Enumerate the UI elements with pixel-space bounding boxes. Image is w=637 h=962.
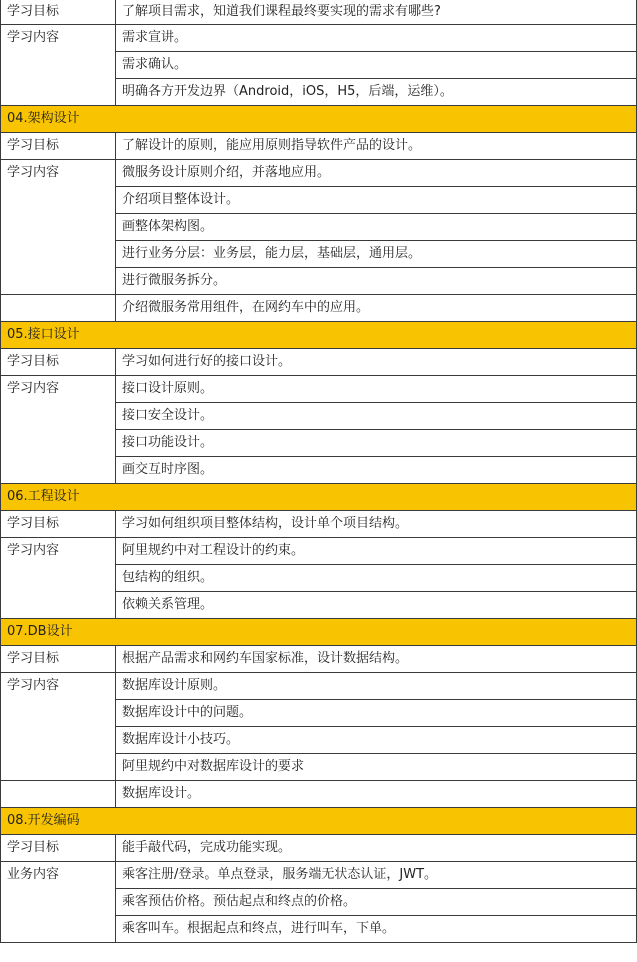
row-content: 数据库设计。 [116, 781, 637, 808]
row-content: 数据库设计中的问题。 [116, 700, 637, 727]
section-header [1, 106, 637, 133]
section-title: 05.接口设计 [1, 322, 637, 349]
row-content: 学习如何进行好的接口设计。 [116, 349, 637, 376]
row-content: 明确各方开发边界（Android，iOS，H5，后端，运维）。 [116, 79, 637, 106]
row-content: 接口功能设计。 [116, 430, 637, 457]
row-content: 画交互时序图。 [116, 457, 637, 484]
table-row [1, 295, 637, 322]
row-content: 乘客预估价格。预估起点和终点的价格。 [116, 889, 637, 916]
row-label: 学习目标 [1, 646, 116, 673]
row-label [1, 295, 116, 322]
row-content: 介绍微服务常用组件，在网约车中的应用。 [116, 295, 637, 322]
row-content: 需求宣讲。 [116, 25, 637, 52]
section-title: 07.DB设计 [1, 619, 637, 646]
row-content: 依赖关系管理。 [116, 592, 637, 619]
row-content: 阿里规约中对工程设计的约束。 [116, 538, 637, 565]
section-header [1, 808, 637, 835]
row-content: 数据库设计原则。 [116, 673, 637, 700]
row-content: 介绍项目整体设计。 [116, 187, 637, 214]
section-header [1, 322, 637, 349]
row-label: 学习目标 [1, 0, 116, 25]
table-row [1, 25, 637, 52]
row-content: 数据库设计小技巧。 [116, 727, 637, 754]
row-content: 学习如何组织项目整体结构，设计单个项目结构。 [116, 511, 637, 538]
row-content: 包结构的组织。 [116, 565, 637, 592]
row-label: 学习内容 [1, 160, 116, 295]
row-label [1, 781, 116, 808]
table-row [1, 0, 637, 25]
table-row [1, 862, 637, 889]
row-label: 学习内容 [1, 538, 116, 619]
row-label: 学习内容 [1, 376, 116, 484]
row-content: 需求确认。 [116, 52, 637, 79]
row-label: 学习目标 [1, 133, 116, 160]
row-content: 接口设计原则。 [116, 376, 637, 403]
section-title: 08.开发编码 [1, 808, 637, 835]
row-content: 乘客注册/登录。单点登录，服务端无状态认证，JWT。 [116, 862, 637, 889]
table-row [1, 538, 637, 565]
row-label: 学习内容 [1, 25, 116, 106]
table-row [1, 781, 637, 808]
table-row [1, 349, 637, 376]
table-row [1, 511, 637, 538]
row-content: 能手敲代码，完成功能实现。 [116, 835, 637, 862]
table-row [1, 673, 637, 700]
row-content: 根据产品需求和网约车国家标准，设计数据结构。 [116, 646, 637, 673]
curriculum-table-body [1, 0, 637, 943]
row-content: 了解项目需求，知道我们课程最终要实现的需求有哪些? [116, 0, 637, 25]
row-content: 了解设计的原则，能应用原则指导软件产品的设计。 [116, 133, 637, 160]
section-header [1, 484, 637, 511]
row-content: 进行微服务拆分。 [116, 268, 637, 295]
table-row [1, 646, 637, 673]
section-title: 06.工程设计 [1, 484, 637, 511]
row-label: 学习内容 [1, 673, 116, 781]
table-row [1, 835, 637, 862]
row-content: 进行业务分层：业务层，能力层，基础层，通用层。 [116, 241, 637, 268]
row-label: 学习目标 [1, 349, 116, 376]
table-row [1, 376, 637, 403]
row-content: 画整体架构图。 [116, 214, 637, 241]
row-content: 乘客叫车。根据起点和终点，进行叫车，下单。 [116, 916, 637, 943]
section-title: 04.架构设计 [1, 106, 637, 133]
section-header [1, 619, 637, 646]
row-content: 阿里规约中对数据库设计的要求 [116, 754, 637, 781]
table-row [1, 133, 637, 160]
row-content: 微服务设计原则介绍，并落地应用。 [116, 160, 637, 187]
row-content: 接口安全设计。 [116, 403, 637, 430]
row-label: 业务内容 [1, 862, 116, 943]
table-row [1, 160, 637, 187]
row-label: 学习目标 [1, 511, 116, 538]
row-label: 学习目标 [1, 835, 116, 862]
